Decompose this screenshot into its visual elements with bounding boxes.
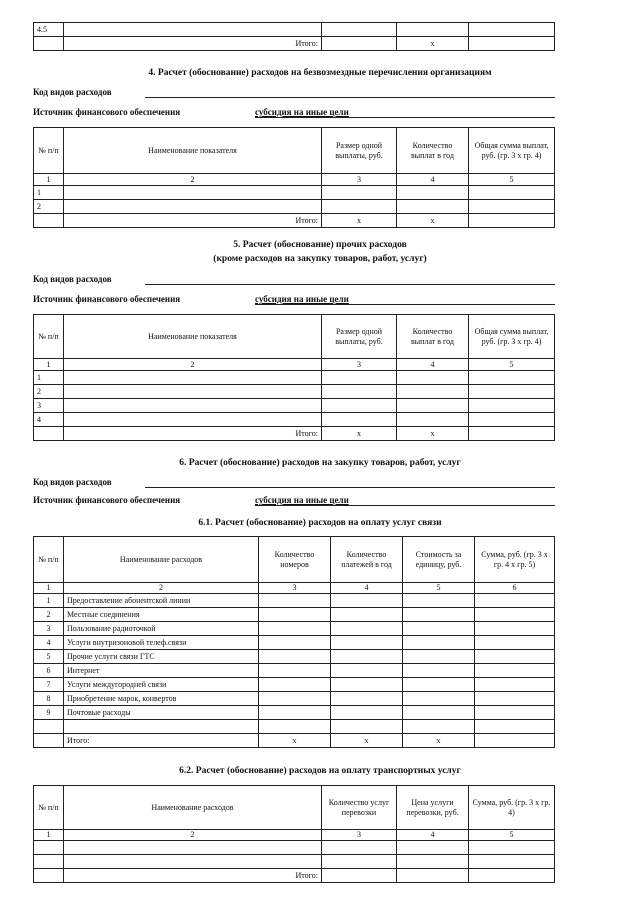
s6-source-value: субсидия на иные цели xyxy=(255,495,349,505)
s4-code-line xyxy=(145,97,555,98)
total-x: x xyxy=(397,427,469,441)
row-number: 3 xyxy=(34,399,64,413)
header-name: Наименование показателя xyxy=(64,128,322,174)
s62-table xyxy=(33,785,555,883)
s4-table xyxy=(33,127,555,228)
total-label: Итого: xyxy=(64,37,322,51)
header-sum: Сумма, руб. (гр. 3 х гр. 4 х гр. 5) xyxy=(475,537,555,583)
row-number: 2 xyxy=(34,200,64,214)
table-row xyxy=(34,385,555,399)
header-num: № п/п xyxy=(34,537,64,583)
col-number: 4 xyxy=(397,830,469,841)
header-payment-count: Количество выплат в год xyxy=(397,315,469,359)
row-number: 9 xyxy=(34,706,64,720)
row-number: 1 xyxy=(34,371,64,385)
table-row xyxy=(34,664,555,678)
s5-code-label: Код видов расходов xyxy=(33,274,112,284)
header-sum: Сумма, руб. (гр. 3 х гр. 4) xyxy=(469,786,555,830)
table-row xyxy=(34,706,555,720)
col-number: 5 xyxy=(469,359,555,371)
section-6-2-title: 6.2. Расчет (обоснование) расходов на оплату транспортных услуг xyxy=(179,766,461,776)
s6-code-line xyxy=(145,487,555,488)
row-number: 6 xyxy=(34,664,64,678)
col-number: 5 xyxy=(469,174,555,186)
col-number: 6 xyxy=(475,583,555,594)
header-payment-count: Количество выплат в год xyxy=(397,128,469,174)
table-row xyxy=(34,413,555,427)
total-x: x xyxy=(397,214,469,228)
section-5-subtitle: (кроме расходов на закупку товаров, работ, услуг) xyxy=(213,254,427,264)
row-number: 1 xyxy=(34,186,64,200)
table-row xyxy=(34,855,555,869)
col-number: 4 xyxy=(397,174,469,186)
col-number: 1 xyxy=(34,174,64,186)
total-x: x xyxy=(322,214,397,228)
total-x: x xyxy=(259,734,331,748)
header-payment-count: Количество платежей в год xyxy=(331,537,403,583)
header-service-count: Количество услуг перевозки xyxy=(322,786,397,830)
total-x: x xyxy=(322,427,397,441)
header-num: № п/п xyxy=(34,786,64,830)
col-number: 1 xyxy=(34,359,64,371)
col-number: 1 xyxy=(34,583,64,594)
header-num: № п/п xyxy=(34,315,64,359)
section-4-title: 4. Расчет (обоснование) расходов на безвозмездные перечисления организациям xyxy=(148,68,492,78)
row-number: 4.5 xyxy=(34,23,64,37)
header-service-price: Цена услуги перевозки, руб. xyxy=(397,786,469,830)
col-number: 3 xyxy=(322,359,397,371)
s4-source-line xyxy=(255,117,555,118)
row-name: Услуги внутризоновой телеф.связи xyxy=(64,636,259,650)
row-number: 7 xyxy=(34,678,64,692)
s5-source-line xyxy=(255,304,555,305)
col-number: 2 xyxy=(64,359,322,371)
row-number: 5 xyxy=(34,650,64,664)
s6-code-label: Код видов расходов xyxy=(33,477,112,487)
total-label: Итого: xyxy=(64,734,259,748)
row-name: Приобретение марок, конвертов xyxy=(64,692,259,706)
table-row xyxy=(34,636,555,650)
s6-source-label: Источник финансового обеспечения xyxy=(33,495,181,505)
row-number: 2 xyxy=(34,385,64,399)
s5-code-line xyxy=(145,284,555,285)
row-name: Почтовые расходы xyxy=(64,706,259,720)
table-row xyxy=(34,720,555,734)
header-payment-size: Размер одной выплаты, руб. xyxy=(322,128,397,174)
row-number: 8 xyxy=(34,692,64,706)
table-row xyxy=(34,186,555,200)
row-number: 2 xyxy=(34,608,64,622)
total-label: Итого: xyxy=(64,869,322,883)
table-row xyxy=(34,692,555,706)
table-row xyxy=(34,650,555,664)
row-name: Услуги междугородней связи xyxy=(64,678,259,692)
total-x: x xyxy=(331,734,403,748)
col-number: 5 xyxy=(403,583,475,594)
section-6-1-title: 6.1. Расчет (обоснование) расходов на оплату услуг связи xyxy=(198,518,442,528)
s5-table xyxy=(33,314,555,441)
s4-source-label: Источник финансового обеспечения xyxy=(33,107,181,117)
total-label: Итого: xyxy=(64,427,322,441)
col-number: 5 xyxy=(469,830,555,841)
section-6-title: 6. Расчет (обоснование) расходов на закупку товаров, работ, услуг xyxy=(179,458,461,468)
row-number: 4 xyxy=(34,413,64,427)
total-label: Итого: xyxy=(64,214,322,228)
row-number: 1 xyxy=(34,594,64,608)
col-number: 2 xyxy=(64,174,322,186)
s5-source-value: субсидия на иные цели xyxy=(255,294,349,304)
s5-source-label: Источник финансового обеспечения xyxy=(33,294,181,304)
header-total-sum: Общая сумма выплат, руб. (гр. 3 х гр. 4) xyxy=(469,128,555,174)
s6-source-line xyxy=(255,505,555,506)
header-num: № п/п xyxy=(34,128,64,174)
col-number: 3 xyxy=(259,583,331,594)
table-row xyxy=(34,594,555,608)
row-name: Прочие услуги связи ГТС xyxy=(64,650,259,664)
col-number: 3 xyxy=(322,830,397,841)
row-name: Местные соединения xyxy=(64,608,259,622)
col-number: 1 xyxy=(34,830,64,841)
section-5-title: 5. Расчет (обоснование) прочих расходов xyxy=(233,240,407,250)
s4-source-value: субсидия на иные цели xyxy=(255,107,349,117)
table-row xyxy=(34,399,555,413)
total-x: x xyxy=(403,734,475,748)
row-number: 3 xyxy=(34,622,64,636)
row-number: 4 xyxy=(34,636,64,650)
total-x: x xyxy=(397,37,469,51)
table-row xyxy=(34,622,555,636)
header-total-sum: Общая сумма выплат, руб. (гр. 3 х гр. 4) xyxy=(469,315,555,359)
row-name: Пользование радиоточкой xyxy=(64,622,259,636)
s61-table xyxy=(33,536,555,748)
table-row xyxy=(34,200,555,214)
header-number-count: Количество номеров xyxy=(259,537,331,583)
header-payment-size: Размер одной выплаты, руб. xyxy=(322,315,397,359)
col-number: 2 xyxy=(64,830,322,841)
row-name: Интернет xyxy=(64,664,259,678)
col-number: 4 xyxy=(331,583,403,594)
s4-code-label: Код видов расходов xyxy=(33,87,112,97)
col-number: 4 xyxy=(397,359,469,371)
table-row xyxy=(34,841,555,855)
table-row xyxy=(34,608,555,622)
table-row xyxy=(34,371,555,385)
table-row xyxy=(34,678,555,692)
col-number: 2 xyxy=(64,583,259,594)
top-table xyxy=(33,22,555,51)
header-name: Наименование расходов xyxy=(64,786,322,830)
header-name: Наименование показателя xyxy=(64,315,322,359)
header-unit-cost: Стоимость за единицу, руб. xyxy=(403,537,475,583)
col-number: 3 xyxy=(322,174,397,186)
row-name: Предоставление абонентской линии xyxy=(64,594,259,608)
header-name: Наименование расходов xyxy=(64,537,259,583)
